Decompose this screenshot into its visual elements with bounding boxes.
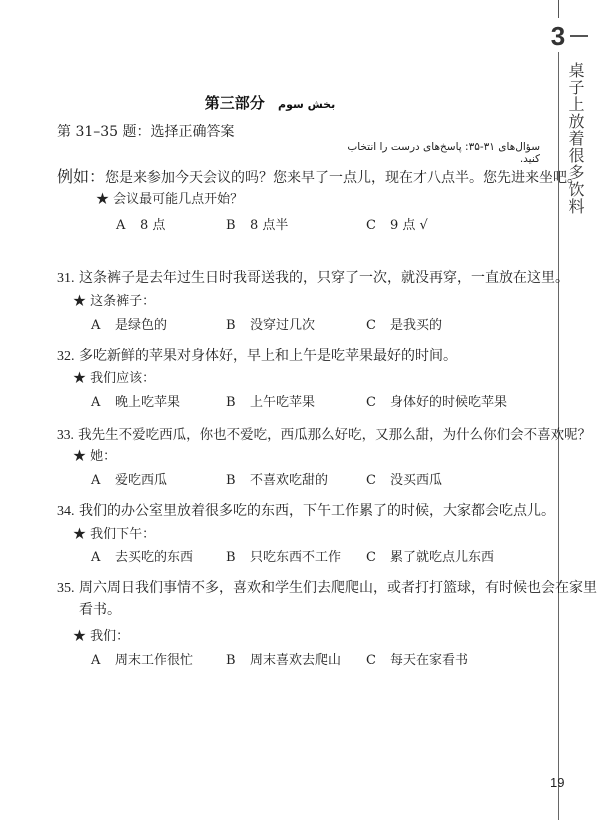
question-35-option-c: C 每天在家看书 — [366, 653, 469, 668]
question-35-continued: 看书。 — [79, 602, 121, 618]
example-option-b: B 8 点半 — [226, 218, 289, 233]
question-32-option-a: A 晚上吃苹果 — [91, 395, 181, 410]
question-34-option-a: A 去买吃的东西 — [91, 550, 194, 565]
page-number: 19 — [550, 775, 565, 790]
side-rule-top — [558, 0, 559, 18]
chapter-dash — [570, 35, 588, 37]
instruction-fa: سؤال‌های ۳۱-۳۵: پاسخ‌های درست را انتخاب کنید. — [347, 141, 540, 165]
example-option-c: C 9 点 √ — [366, 218, 428, 233]
question-32: 32. 多吃新鲜的苹果对身体好，早上和上午是吃苹果最好的时间。 — [57, 348, 457, 364]
question-35-prompt: ★ 我们： — [73, 629, 130, 644]
question-31-option-b: B 没穿过几次 — [226, 318, 316, 333]
example-text — [57, 164, 581, 187]
instruction-zh: 第 31–35 题：选择正确答案 — [57, 124, 235, 140]
question-32-option-c: C 身体好的时候吃苹果 — [366, 395, 508, 410]
question-33-option-b: B 不喜欢吃甜的 — [226, 473, 329, 488]
question-34-prompt: ★ 我们下午： — [73, 527, 156, 542]
question-35-option-b: B 周末喜欢去爬山 — [226, 653, 342, 668]
example-option-a: A 8 点 — [116, 218, 166, 233]
question-32-prompt: ★ 我们应该： — [73, 371, 156, 386]
chapter-number: 3 — [546, 22, 570, 50]
question-34: 34. 我们的办公室里放着很多吃的东西，下午工作累了的时候，大家都会吃点儿。 — [57, 503, 555, 519]
question-31-option-c: C 是我买的 — [366, 318, 443, 333]
question-31-prompt: ★ 这条裤子： — [73, 294, 156, 309]
example-label: 例如： — [57, 167, 106, 186]
example-question: ★ 会议最可能几点开始？ — [96, 192, 244, 207]
question-34-option-c: C 累了就吃点儿东西 — [366, 550, 495, 565]
chapter-title: 桌子上放着很多饮料 — [566, 62, 585, 215]
question-32-option-b: B 上午吃苹果 — [226, 395, 316, 410]
question-33-prompt: ★ 她： — [73, 449, 117, 464]
section-title — [0, 92, 540, 113]
question-35: 35. 周六周日我们事情不多，喜欢和学生们去爬爬山，或者打打篮球，有时候也会在家里 — [57, 580, 597, 596]
question-33-option-a: A 爱吃西瓜 — [91, 473, 168, 488]
question-34-option-b: B 只吃东西不工作 — [226, 550, 342, 565]
question-31: 31. 这条裤子是去年过生日时我哥送我的，只穿了一次，就没再穿，一直放在这里。 — [57, 270, 569, 286]
section-title-zh: 第三部分 — [204, 94, 265, 112]
section-title-fa: بخش سوم — [278, 98, 336, 111]
question-35-option-a: A 周末工作很忙 — [91, 653, 194, 668]
question-31-option-a: A 是绿色的 — [91, 318, 168, 333]
question-33-option-c: C 没买西瓜 — [366, 473, 443, 488]
question-33: 33. 我先生不爱吃西瓜，你也不爱吃，西瓜那么好吃，又那么甜，为什么你们会不喜欢呢？ — [57, 427, 592, 443]
example-sentence: 您是来参加今天会议的吗？您来早了一点儿，现在才八点半。您先进来坐吧。 — [105, 170, 582, 186]
